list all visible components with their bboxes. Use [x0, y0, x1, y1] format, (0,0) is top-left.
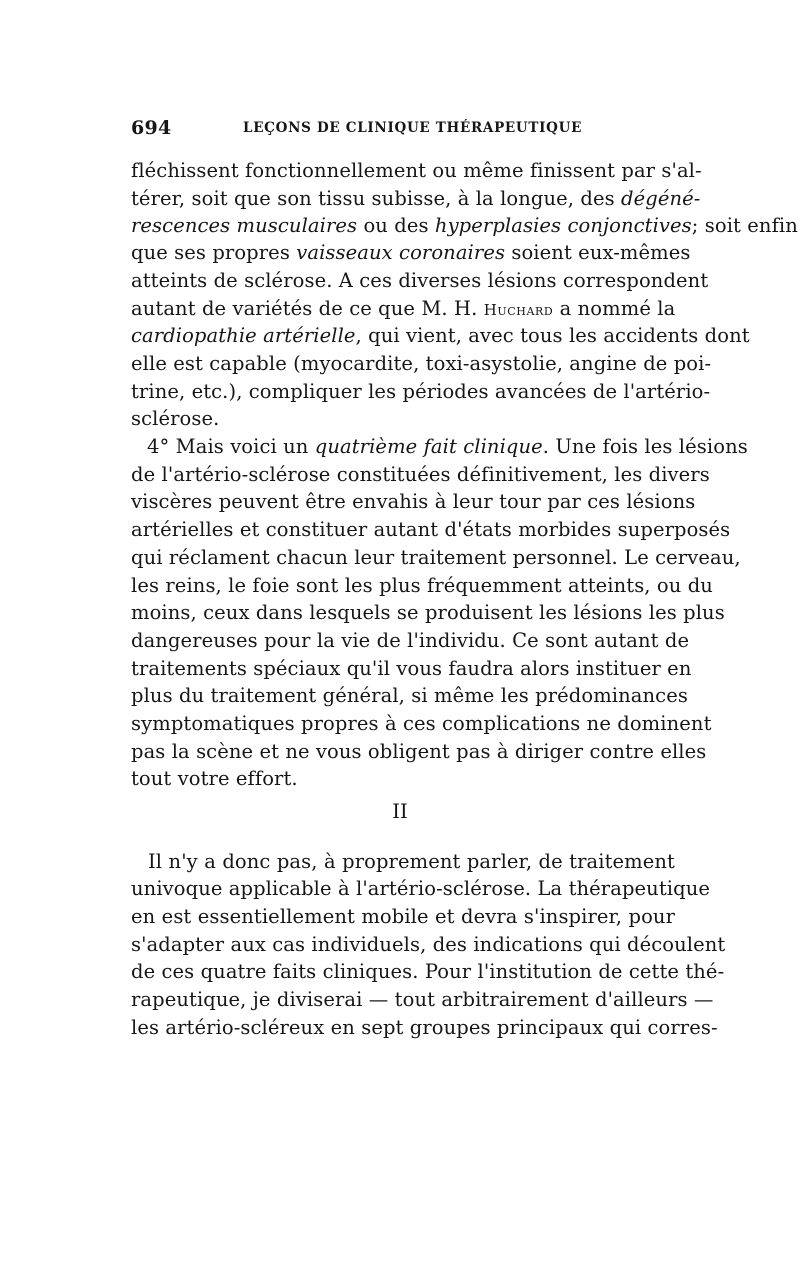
italic-term: quatrième fait clinique	[314, 435, 543, 458]
text-line: pas la scène et ne vous obligent pas à diriger contre elles	[131, 740, 707, 763]
text-line: elle est capable (myocardite, toxi-asystolie, angine de poi-	[131, 352, 712, 375]
italic-term: dégéné-	[621, 187, 701, 210]
section-numeral: II	[392, 800, 408, 823]
author-name: Huchard	[483, 301, 554, 319]
text-line: qui réclament chacun leur traitement personnel. Le cerveau,	[131, 546, 741, 569]
text-line: dangereuses pour la vie de l'individu. Ce sont autant de	[131, 629, 690, 652]
running-title: LEÇONS DE CLINIQUE THÉRAPEUTIQUE	[243, 120, 583, 136]
text-line: viscères peuvent être envahis à leur tour par ces lésions	[131, 490, 696, 513]
italic-term: vaisseaux coronaires	[296, 241, 506, 264]
text-line: trine, etc.), compliquer les périodes avancées de l'artério-	[131, 380, 711, 403]
text-line: artérielles et constituer autant d'états morbides superposés	[131, 518, 731, 541]
text-line: sclérose.	[131, 407, 220, 430]
text-line: tout votre effort.	[131, 767, 298, 790]
running-head	[131, 117, 675, 143]
text-line: cardiopathie artérielle, qui vient, avec tous les accidents dont	[131, 324, 750, 347]
text-line: que ses propres vaisseaux coronaires soient eux-mêmes	[131, 241, 691, 264]
italic-term: rescences musculaires	[131, 214, 358, 237]
text-line: s'adapter aux cas individuels, des indications qui découlent	[131, 933, 726, 956]
page-number: 694	[131, 117, 172, 139]
text-line: les artério-scléreux en sept groupes principaux qui corres-	[131, 1016, 718, 1039]
text-line: plus du traitement général, si même les prédominances	[131, 684, 688, 707]
text-line: moins, ceux dans lesquels se produisent les lésions les plus	[131, 601, 725, 624]
text-line: fléchissent fonctionnellement ou même finissent par s'al-	[131, 159, 702, 182]
text-line: les reins, le foie sont les plus fréquemment atteints, ou du	[131, 574, 713, 597]
text-line: rescences musculaires ou des hyperplasies conjonctives; soit enfin	[131, 214, 798, 237]
text-line: autant de variétés de ce que M. H. Huchard a nommé la	[131, 297, 676, 320]
text-line: traitements spéciaux qu'il vous faudra alors instituer en	[131, 657, 692, 680]
italic-term: hyperplasies conjonctives	[434, 214, 692, 237]
text-line: rapeutique, je diviserai — tout arbitrairement d'ailleurs —	[131, 988, 714, 1011]
italic-term: cardiopathie artérielle	[131, 324, 356, 347]
paragraph-start: 4° Mais voici un quatrième fait clinique. Une fois les lésions	[147, 435, 748, 458]
text-line: univoque applicable à l'artério-sclérose. La thérapeutique	[131, 877, 710, 900]
text-line: symptomatiques propres à ces complications ne dominent	[131, 712, 712, 735]
text-line: de ces quatre faits cliniques. Pour l'institution de cette thé-	[131, 960, 725, 983]
text-line: atteints de sclérose. A ces diverses lésions correspondent	[131, 269, 709, 292]
text-line: térer, soit que son tissu subisse, à la longue, des dégéné-	[131, 187, 701, 210]
text-line: de l'artério-sclérose constituées définitivement, les divers	[131, 463, 710, 486]
text-line: en est essentiellement mobile et devra s'inspirer, pour	[131, 905, 675, 928]
paragraph-start: Il n'y a donc pas, à proprement parler, de traitement	[148, 850, 675, 873]
